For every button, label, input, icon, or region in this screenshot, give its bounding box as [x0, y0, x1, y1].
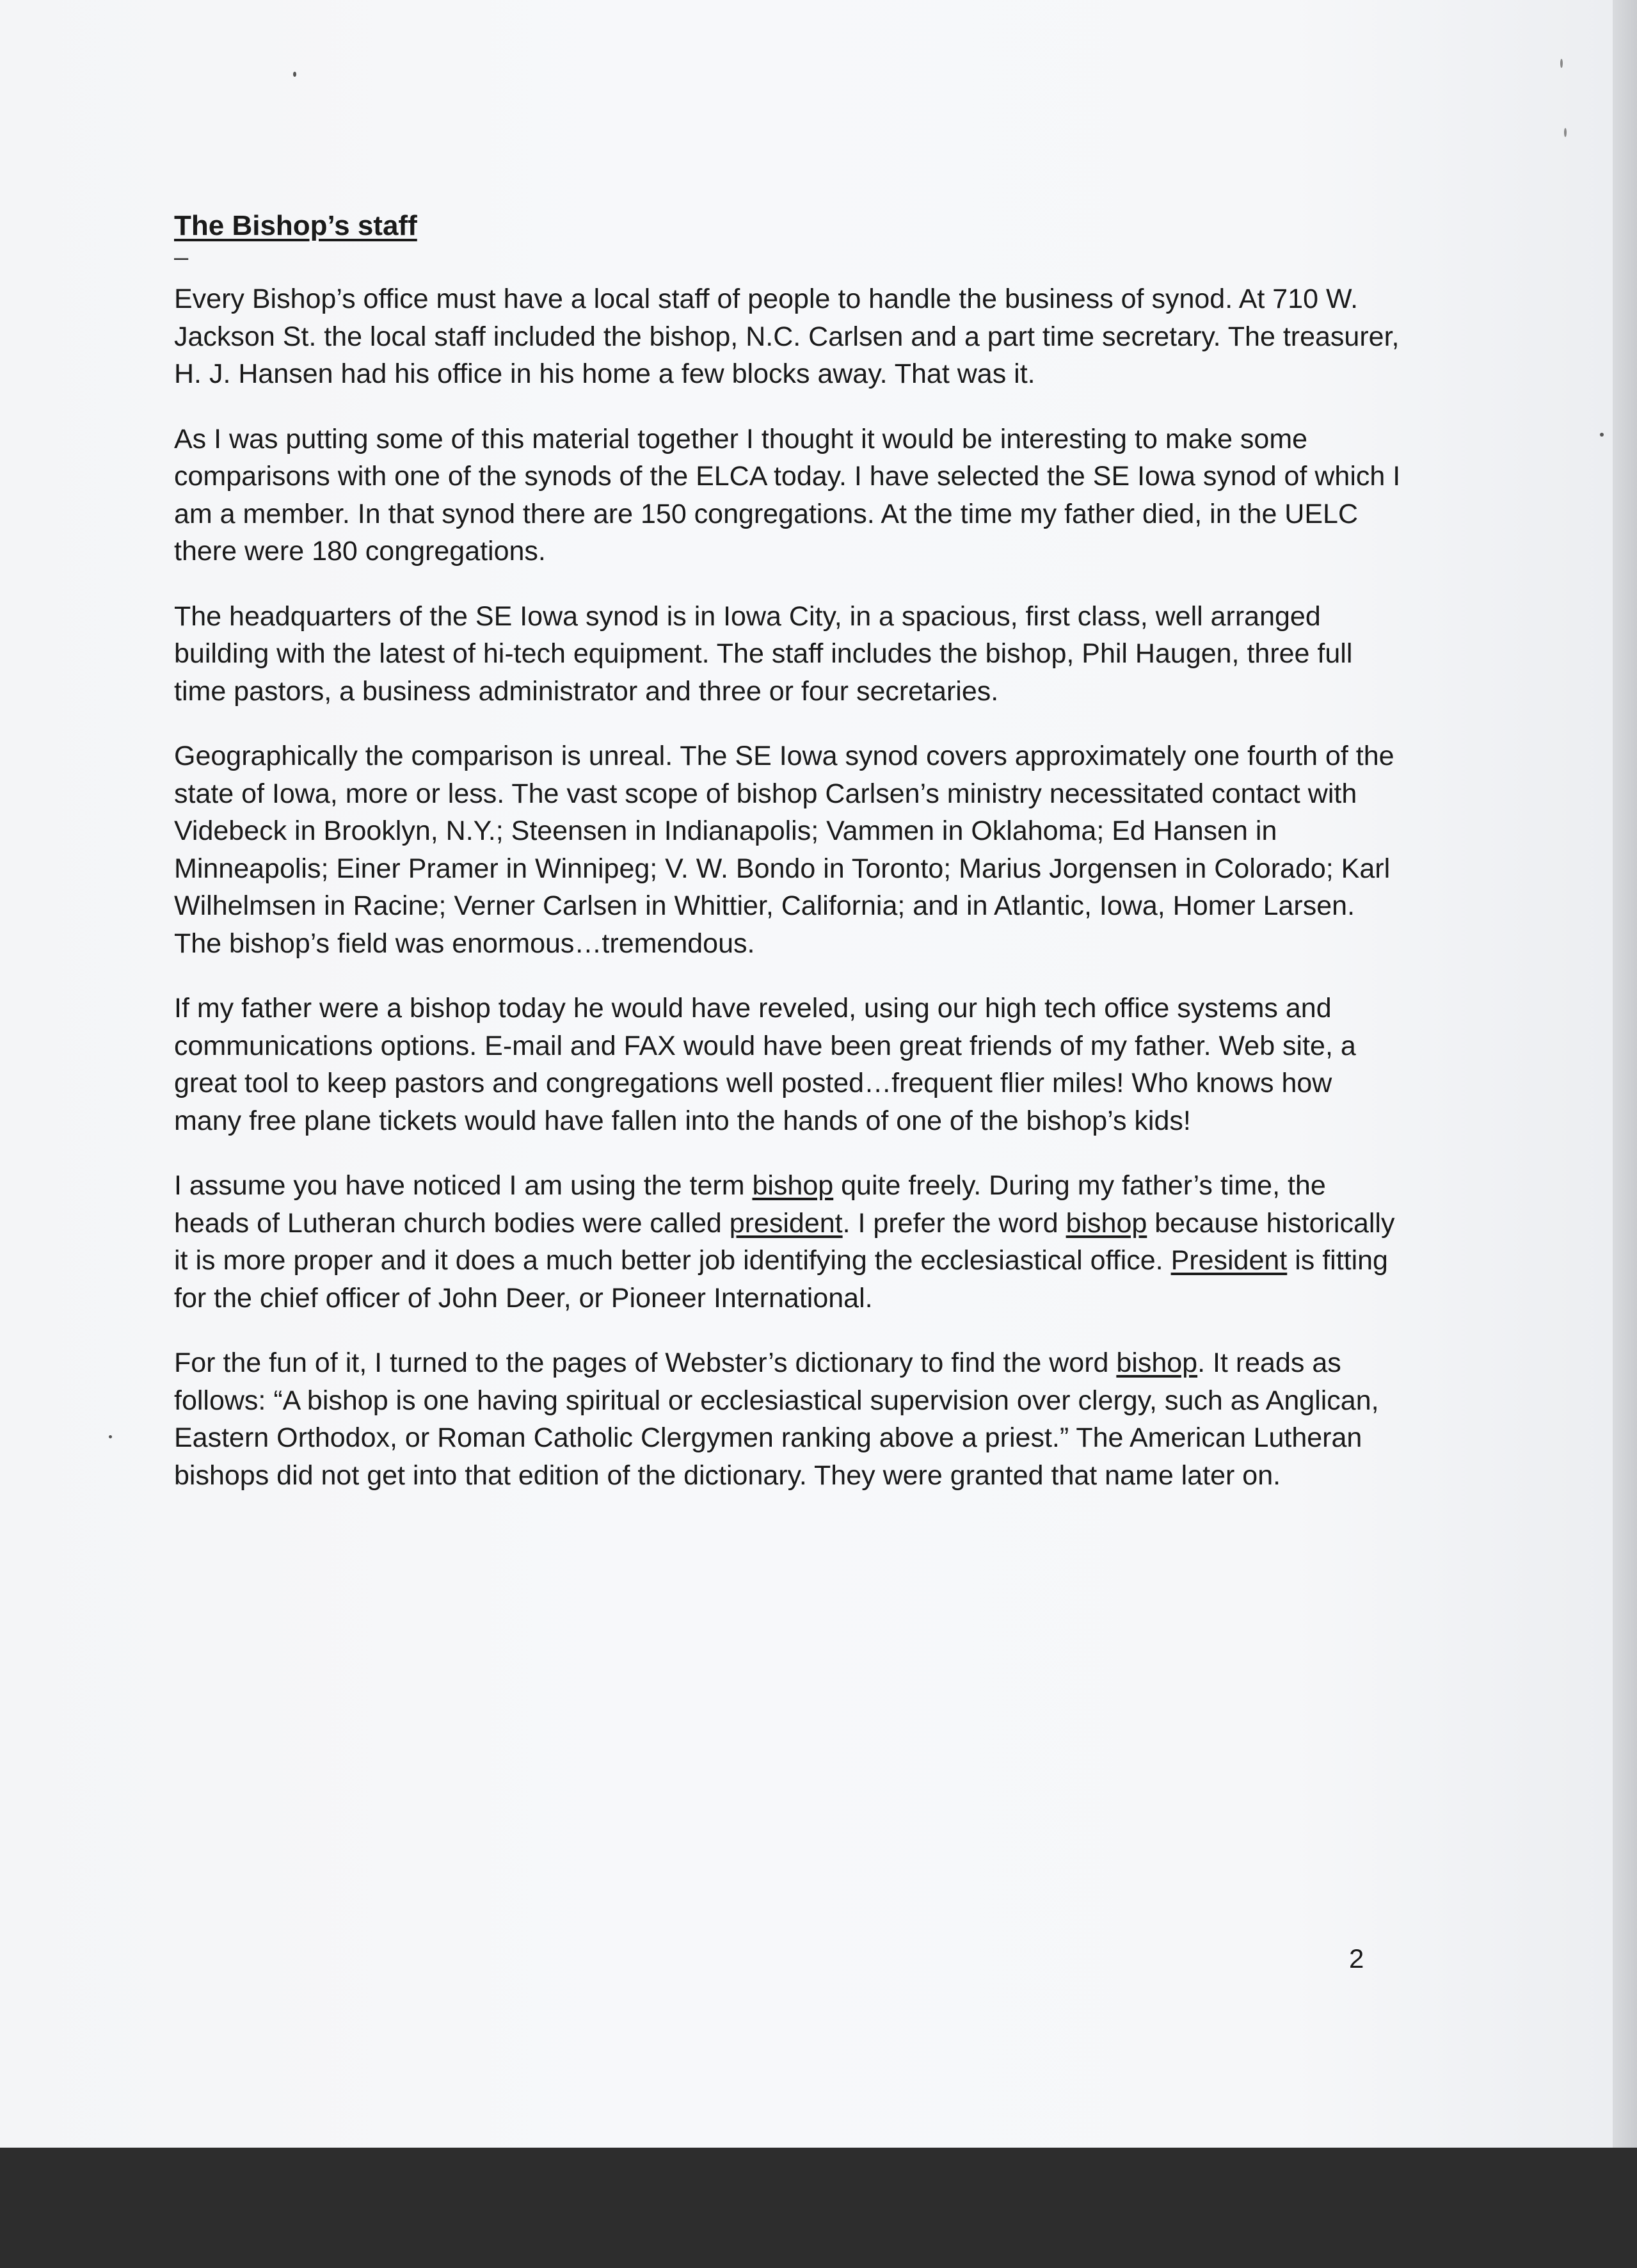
scan-speck: [109, 1435, 112, 1438]
scan-speck: [1564, 128, 1567, 137]
body-paragraph: [174, 990, 1403, 1139]
body-paragraph: [174, 1344, 1403, 1494]
underlined-term: president: [729, 1207, 843, 1239]
scan-speck: [1600, 433, 1604, 437]
heading-dash-mark: –: [174, 243, 189, 271]
paragraph-text: is fitting for the chief officer of John Deer, or Pioneer International.: [174, 1245, 1388, 1314]
body-paragraph: [174, 421, 1403, 570]
body-paragraph: [174, 598, 1403, 711]
paragraph-text: because historically it is more proper and it does a much better job identifying the ecclesiastical office.: [174, 1207, 1395, 1276]
body-paragraph: [174, 1167, 1403, 1317]
paragraph-text: I assume you have noticed I am using the term: [174, 1170, 753, 1201]
paragraph-text: . I prefer the word: [842, 1207, 1066, 1239]
paragraph-list: [174, 280, 1403, 1494]
paragraph-text: The headquarters of the SE Iowa synod is in Iowa City, in a spacious, first class, well arranged building with the latest of hi-tech equipment. The staff includes the bishop, Phil Haugen, three full time pastors, a business administrator and three or four secretaries.: [174, 600, 1353, 707]
section-heading: The Bishop’s staff: [174, 210, 417, 241]
paragraph-text: For the fun of it, I turned to the pages of Webster’s dictionary to find the word: [174, 1347, 1117, 1378]
paragraph-text: If my father were a bishop today he would have reveled, using our high tech office systems and communications options. E-mail and FAX would have been great friends of my father. Web site, a great tool to keep pastors and congregations well posted…frequent flier miles! Who knows how many free plane tickets would have fallen into the hands of one of the bishop’s kids!: [174, 993, 1356, 1136]
scanner-bed-bottom: [0, 2148, 1637, 2268]
body-paragraph: [174, 737, 1403, 962]
underlined-term: bishop: [752, 1170, 834, 1201]
body-paragraph: [174, 280, 1403, 393]
paragraph-text: As I was putting some of this material together I thought it would be interesting to make some comparisons with one of the synods of the ELCA today. I have selected the SE Iowa synod of which I am a member. In that synod there are 150 congregations. At the time my father died, in the UELC there were 180 congregations.: [174, 423, 1401, 567]
underlined-term: bishop: [1116, 1347, 1198, 1378]
paragraph-text: Geographically the comparison is unreal. The SE Iowa synod covers approximately one fourth of the state of Iowa, more or less. The vast scope of bishop Carlsen’s ministry necessitated contact with Videbeck in Brooklyn, N.Y.; Steensen in Indianapolis; Vammen in Oklahoma; Ed Hansen in Minneapolis; Einer Pramer in Winnipeg; V. W. Bondo in Toronto; Marius Jorgensen in Colorado; Karl Wilhelmsen in Racine; Verner Carlsen in Whittier, California; and in Atlantic, Iowa, Homer Larsen. The bishop’s field was enormous…tremendous.: [174, 741, 1394, 959]
paragraph-text: . It reads as follows: “A bishop is one having spiritual or ecclesiastical supervision over clergy, such as Anglican, Eastern Orthodox, or Roman Catholic Clergymen ranking above a priest.” The American Lutheran bishops did not get into that edition of the dictionary. They were granted that name later on.: [174, 1347, 1379, 1491]
document-body: [174, 207, 1403, 1522]
underlined-term: bishop: [1066, 1207, 1147, 1239]
paragraph-text: quite freely. During my father’s time, the heads of Lutheran church bodies were called: [174, 1170, 1326, 1239]
paragraph-text: Every Bishop’s office must have a local staff of people to handle the business of synod. At 710 W. Jackson St. the local staff included the bishop, N.C. Carlsen and a part time secretary. The treasurer, H. J. Hansen had his office in his home a few blocks away. That was it.: [174, 284, 1400, 389]
page-number: 2: [1349, 1943, 1364, 1974]
scan-speck: [293, 72, 296, 77]
scan-speck: [1560, 59, 1563, 68]
underlined-term: President: [1170, 1245, 1288, 1276]
scanner-bed-edge: [1613, 0, 1637, 2148]
